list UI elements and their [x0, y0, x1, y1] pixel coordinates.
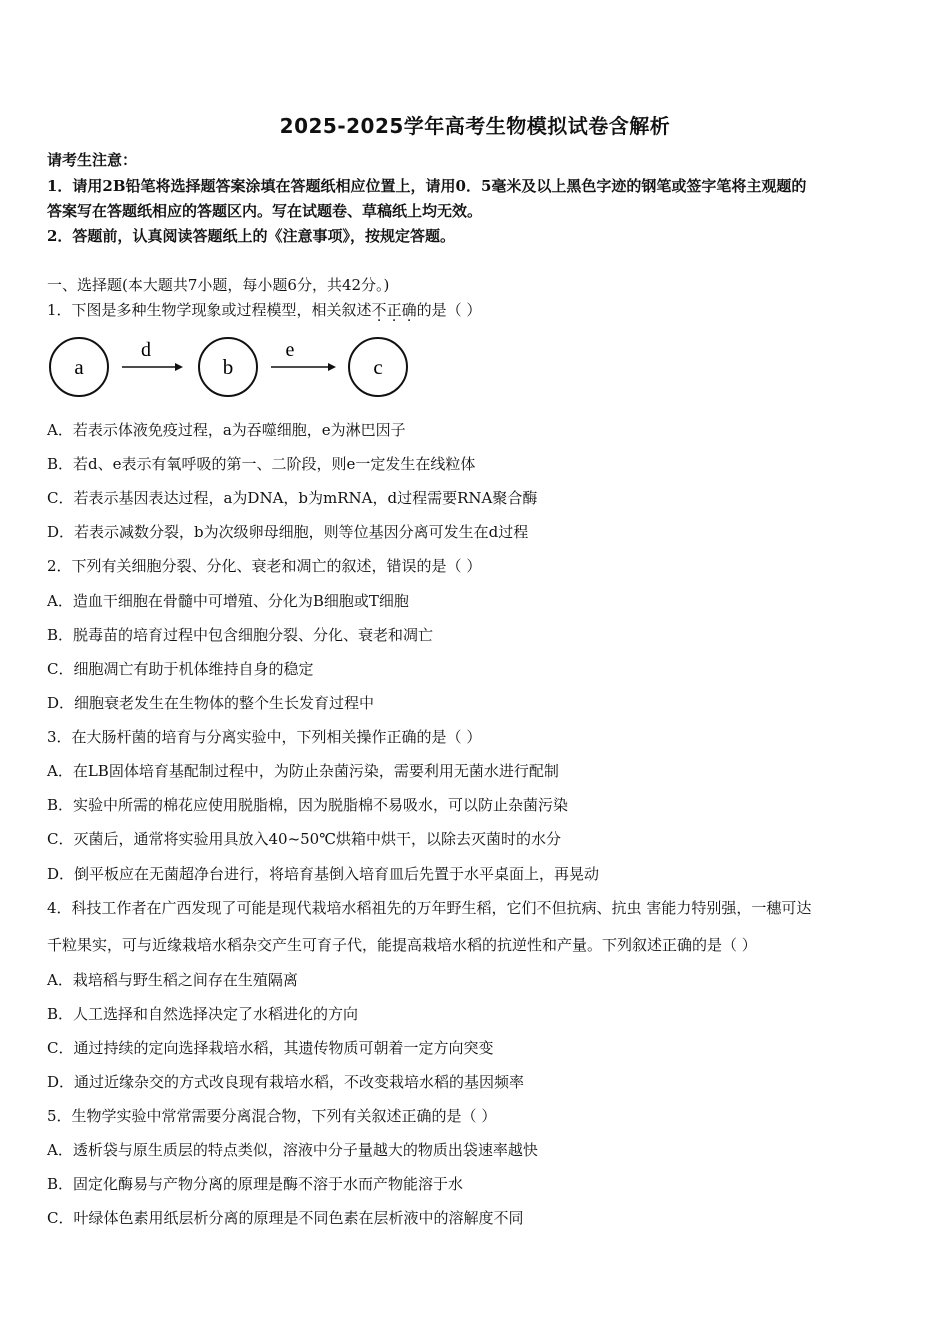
section-heading: 一、选择题(本大题共7小题，每小题6分，共42分。): [47, 276, 390, 294]
emphasis-char: 正: [386, 301, 402, 319]
q3-option-a[interactable]: A．在LB固体培育基配制过程中，为防止杂菌污染，需要利用无菌水进行配制: [47, 762, 559, 780]
q4-option-a[interactable]: A．栽培稻与野生稻之间存在生殖隔离: [47, 971, 298, 989]
notice-item-1a: 1．请用2B铅笔将选择题答案涂填在答题纸相应位置上，请用0．5毫米及以上黑色字迹的钢笔或签字笔将主观题的: [47, 177, 807, 195]
q1-stem-after: 的是（ ）: [416, 301, 482, 319]
q3-option-c[interactable]: C．灭菌后，通常将实验用具放入40~50℃烘箱中烘干，以除去灭菌时的水分: [47, 830, 562, 848]
notice-heading: 请考生注意：: [47, 151, 138, 169]
arrow-e-label: e: [285, 339, 295, 361]
node-c: [349, 338, 407, 396]
arrow-d: [122, 339, 183, 371]
notice-item-2: 2．答题前，认真阅读答题纸上的《注意事项》，按规定答题。: [47, 227, 455, 245]
q1-stem: [47, 300, 481, 320]
node-c-label: c: [373, 355, 383, 379]
q4-option-c[interactable]: C．通过持续的定向选择栽培水稻，其遗传物质可朝着一定方向突变: [47, 1039, 494, 1057]
q3-option-d[interactable]: D．倒平板应在无菌超净台进行，将培育基倒入培育皿后先置于水平桌面上，再晃动: [47, 865, 600, 883]
q2-option-b[interactable]: B．脱毒苗的培育过程中包含细胞分裂、分化、衰老和凋亡: [47, 626, 434, 644]
node-a: [50, 338, 108, 396]
q5-option-b[interactable]: B．固定化酶易与产物分离的原理是酶不溶于水而产物能溶于水: [47, 1175, 464, 1193]
node-b-label: b: [222, 355, 234, 379]
q1-option-d[interactable]: D．若表示减数分裂，b为次级卵母细胞，则等位基因分离可发生在d过程: [47, 523, 529, 541]
q3-stem: 3．在大肠杆菌的培育与分离实验中，下列相关操作正确的是（ ）: [47, 728, 482, 746]
q2-stem: 2．下列有关细胞分裂、分化、衰老和凋亡的叙述，错误的是（ ）: [47, 557, 482, 575]
emphasis-char: 不: [371, 301, 387, 319]
q4-stem-line-1: 4．科技工作者在广西发现了可能是现代栽培水稻祖先的万年野生稻，它们不但抗病、抗虫 害能力特别强，一穗可达: [47, 899, 812, 917]
arrow-e: [271, 339, 336, 371]
q1-stem-emphasis: [372, 301, 417, 319]
notice-item-1b: 答案写在答题纸相应的答题区内。写在试题卷、草稿纸上均无效。: [47, 202, 483, 220]
q1-diagram: [45, 332, 425, 404]
q3-option-b[interactable]: B．实验中所需的棉花应使用脱脂棉，因为脱脂棉不易吸水，可以防止杂菌污染: [47, 796, 569, 814]
q2-option-c[interactable]: C．细胞凋亡有助于机体维持自身的稳定: [47, 660, 314, 678]
q5-option-c[interactable]: C．叶绿体色素用纸层析分离的原理是不同色素在层析液中的溶解度不同: [47, 1209, 524, 1227]
q2-option-a[interactable]: A．造血干细胞在骨髓中可增殖、分化为B细胞或T细胞: [47, 592, 409, 610]
q4-option-d[interactable]: D．通过近缘杂交的方式改良现有栽培水稻，不改变栽培水稻的基因频率: [47, 1073, 525, 1091]
node-a-label: a: [74, 355, 84, 379]
q1-option-b[interactable]: B．若d、e表示有氧呼吸的第一、二阶段，则e一定发生在线粒体: [47, 455, 476, 473]
emphasis-char: 确: [401, 301, 417, 319]
q1-option-a[interactable]: A．若表示体液免疫过程，a为吞噬细胞，e为淋巴因子: [47, 421, 406, 439]
q1-option-c[interactable]: C．若表示基因表达过程，a为DNA，b为mRNA，d过程需要RNA聚合酶: [47, 489, 538, 507]
page-title: 2025-2025学年高考生物模拟试卷含解析: [279, 114, 671, 138]
arrow-d-label: d: [141, 339, 151, 361]
q5-stem: 5．生物学实验中常常需要分离混合物，下列有关叙述正确的是（ ）: [47, 1107, 497, 1125]
q4-stem-line-2: 千粒果实，可与近缘栽培水稻杂交产生可育子代，能提高栽培水稻的抗逆性和产量。下列叙述正确的是（ ）: [47, 936, 757, 954]
node-b: [199, 338, 257, 396]
q2-option-d[interactable]: D．细胞衰老发生在生物体的整个生长发育过程中: [47, 694, 375, 712]
q1-stem-before: 1．下图是多种生物学现象或过程模型，相关叙述: [47, 301, 372, 319]
q5-option-a[interactable]: A．透析袋与原生质层的特点类似，溶液中分子量越大的物质出袋速率越快: [47, 1141, 538, 1159]
q4-option-b[interactable]: B．人工选择和自然选择决定了水稻进化的方向: [47, 1005, 359, 1023]
